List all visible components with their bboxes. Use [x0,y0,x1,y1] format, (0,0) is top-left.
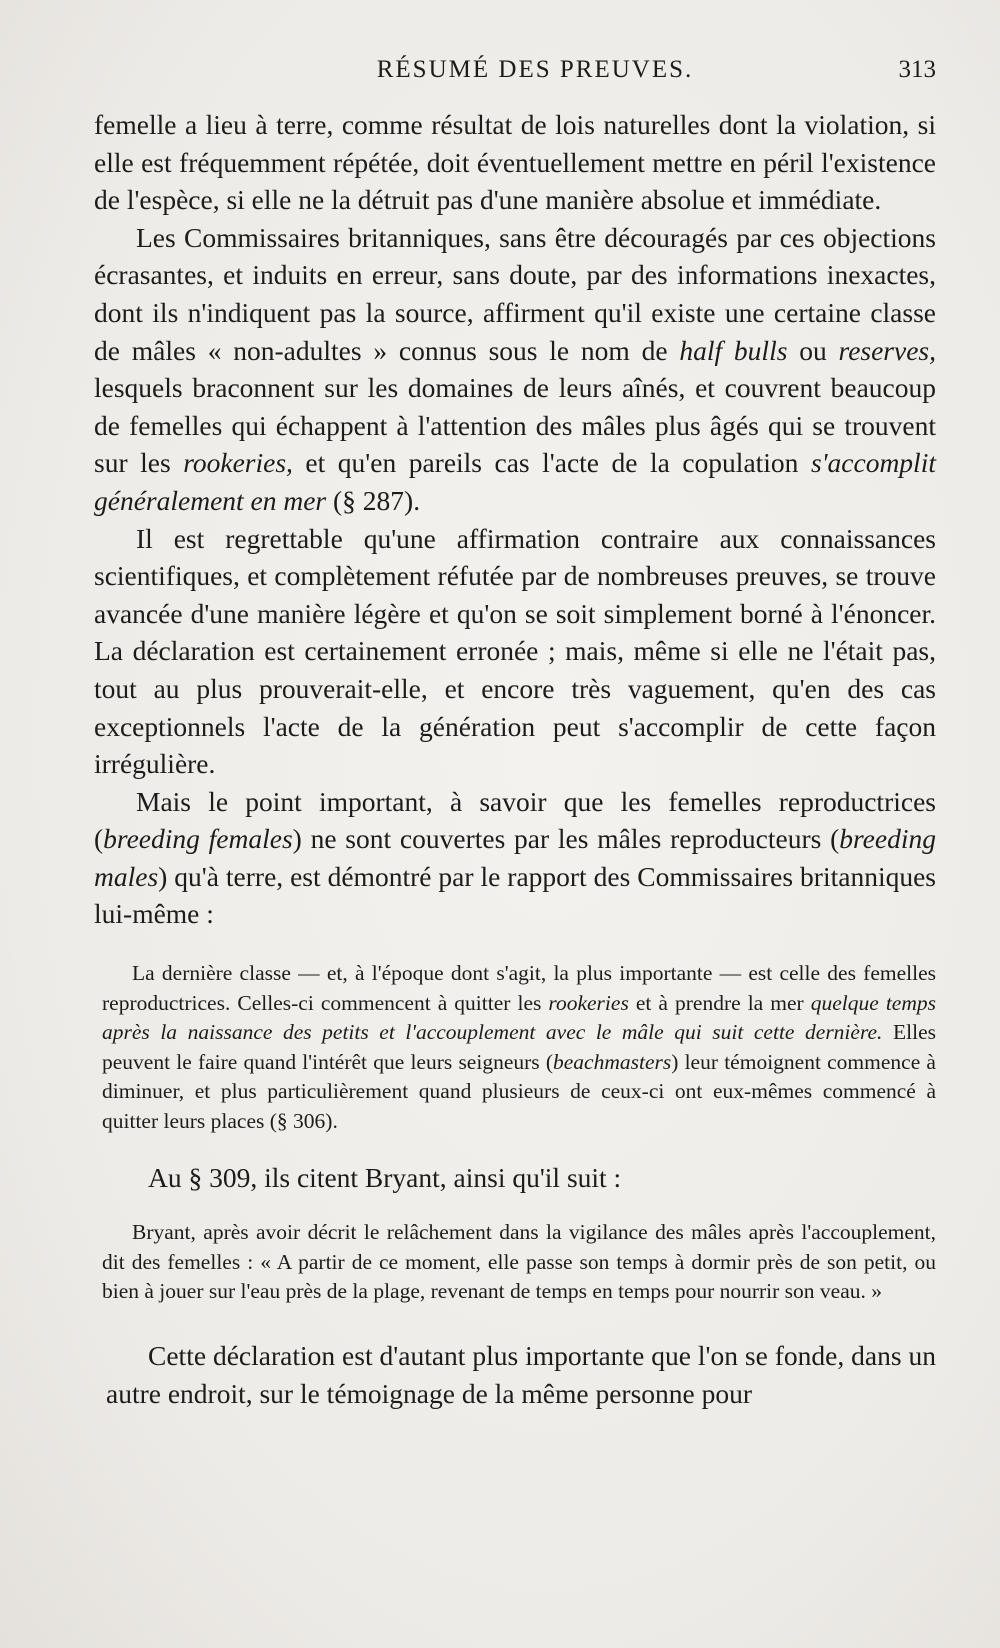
emphasis-quelque-temps: quelque temps après la naissance des petits et l'accouplement avec le mâle qui suit cette dernière. [102,990,936,1045]
term-beachmasters: beachmasters [553,1049,672,1074]
paragraph-3: Il est regrettable qu'une affirmation contraire aux connaissances scientifiques, et complètement réfutée par de nombreuses preuves, se trouve avancée d'une manière légère et qu'on se soit simplement borné à l'énoncer. La déclaration est certainement erronée ; mais, même si elle ne l'était pas, tout au plus prouverait-elle, et encore très vaguement, qu'en des cas exceptionnels l'acte de la génération peut s'accomplir de cette façon irrégulière. [94,522,936,780]
term-rookeries: rookeries, [183,447,293,479]
paragraph-2-text-a: Les Commissaires britanniques, sans être découragés par ces objections écrasantes, et induits en erreur, sans doute, par des informations inexactes, dont ils n'indiquent pas la source, affirment qu'il existe une certaine classe de mâles « non-adultes » connus sous le nom de [94,221,936,366]
paragraph-5: Au § 309, ils citent Bryant, ainsi qu'il suit : [148,1161,622,1193]
emphasis-en-mer: s'accomplit généralement en mer [94,447,936,516]
paragraph-1: femelle a lieu à terre, comme résultat de lois naturelles dont la violation, si elle est fréquemment répétée, doit éventuellement mettre en péril l'existence de l'espèce, si elle ne la détruit pas d'une manière absolue et immédiate. [94,109,936,216]
spacer [94,1137,936,1159]
paragraph-4-text-c: ) qu'à terre, est démontré par le rapport des Commissaires britanniques lui-même : [94,860,936,930]
term-rookeries-quote: rookeries [548,990,629,1015]
paragraph-2-text-e: (§ 287). [326,484,421,516]
running-title: RÉSUMÉ DES PREUVES. [376,56,694,83]
paragraph-4-text-a: Mais le point important, à savoir que les femelles reproductrices ( [94,785,936,855]
quote-1-text-b: et à prendre la mer [628,990,811,1015]
page-header [94,56,936,90]
paragraph-2-text-d: et qu'en pareils cas l'acte de la copulation [292,447,811,479]
quote-1-text-c: Elles peuvent le faire quand l'intérêt que leurs seigneurs ( [102,1020,936,1074]
paragraph-4 [94,783,936,933]
paragraph-2-text-b: ou [787,334,839,366]
spacer [94,1196,936,1218]
term-breeding-males: breeding males [94,823,936,892]
spacer [94,1307,936,1337]
block-quote-1 [94,959,936,1137]
block-quote-2: Bryant, après avoir décrit le relâchement dans la vigilance des mâles après l'accouplement, dit des femelles : « A partir de ce moment, elle passe son temps à dormir près de son petit, ou bien à jouer sur l'eau près de la plage, revenant de temps en temps pour nourrir son veau. » [102,1220,936,1304]
paragraph-2-text-c: lesquels braconnent sur les domaines de leurs aînés, et couvrent beaucoup de femelles qui échappent à l'attention des mâles plus âgés qui se trouvent sur les [94,372,936,479]
paragraph-4-text-b: ) ne sont couvertes par les mâles reproducteurs ( [292,823,840,855]
paragraph-6: Cette déclaration est d'autant plus importante que l'on se fonde, dans un autre endroit, sur le témoignage de la même personne pour [106,1340,936,1409]
quote-1-text-d: ) leur témoignent commence à diminuer, et plus particulièrement quand plusieurs de ceux-ci ont eux-mêmes commencé à quitter leurs places (§ 306). [102,1049,936,1134]
term-breeding-females: breeding females [103,823,293,855]
paragraph-2 [94,219,936,520]
page-body [94,106,936,1412]
page-number: 313 [898,56,936,83]
spacer [94,933,936,959]
term-reserves: reserves, [838,334,937,366]
quote-1-text-a: La dernière classe — et, à l'époque dont s'agit, la plus importante — est celle des femelles reproductrices. Celles-ci commencent à quitter les [102,961,936,1015]
term-half-bulls: half bulls [679,334,788,366]
